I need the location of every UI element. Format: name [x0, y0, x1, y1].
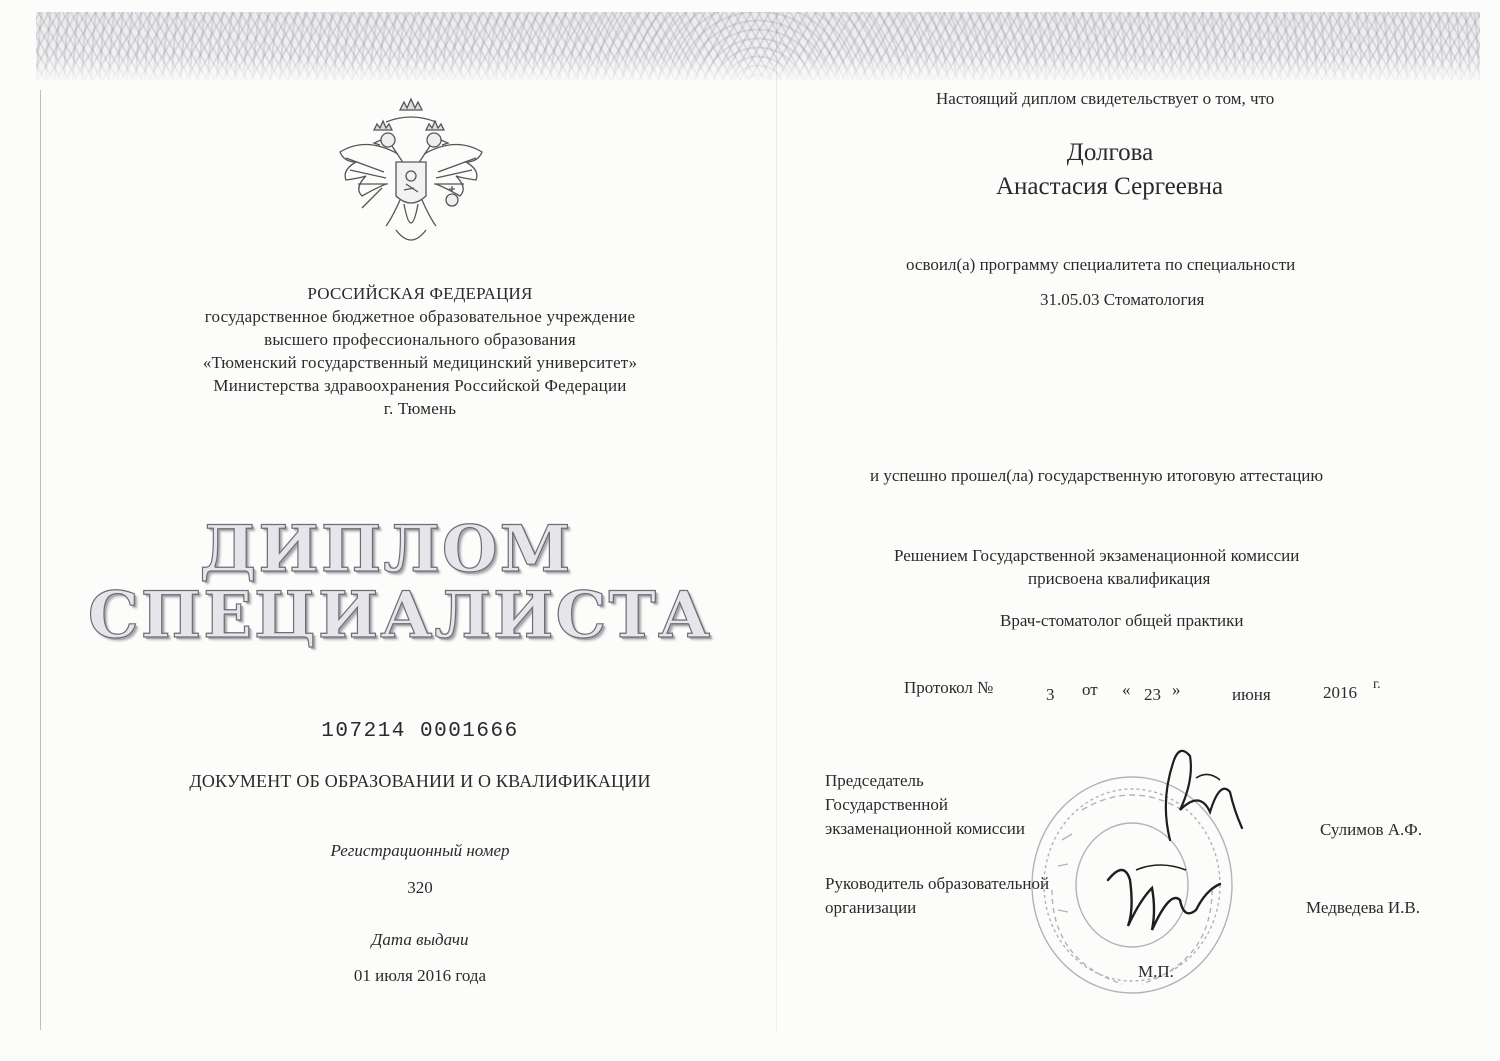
chairman-line-1: Председатель [825, 771, 924, 790]
institution-city: г. Тюмень [383, 399, 457, 418]
signature-chairman [1150, 740, 1250, 850]
issue-date-label: Дата выдачи [371, 930, 469, 949]
document-type: ДОКУМЕНТ ОБ ОБРАЗОВАНИИ И О КВАЛИФИКАЦИИ [189, 771, 651, 791]
guilloche-fade [36, 56, 1480, 86]
chairman-line-2: Государственной [825, 795, 948, 814]
protocol-month: июня [1232, 685, 1271, 704]
stamp-place: М.П. [1138, 962, 1174, 981]
head-line-1: Руководитель образовательной [825, 874, 1050, 893]
registration-number: 320 [407, 878, 433, 897]
chairman-name: Сулимов А.Ф. [1320, 820, 1422, 839]
specialty: 31.05.03 Стоматология [1040, 290, 1205, 309]
institution-line-4: Министерства здравоохранения Российской Федерации [213, 376, 627, 395]
diploma-title-line1: ДИПЛОМ [199, 512, 573, 587]
protocol-day: 23 [1144, 685, 1161, 704]
surname-text: Долгова [1066, 139, 1154, 166]
program-text: освоил(а) программу специалитета по специальности [906, 255, 1296, 274]
institution-line-1: государственное бюджетное образовательное учреждение [204, 307, 636, 326]
protocol-year: 2016 [1323, 683, 1357, 702]
institution-line-3: «Тюменский государственный медицинский университет» [202, 353, 638, 372]
given-names: Анастасия Сергеевна [996, 173, 1224, 200]
head-line-2: организации [825, 898, 917, 917]
signature-head [1100, 840, 1230, 940]
protocol-number: 3 [1046, 685, 1055, 704]
decision-line-2: присвоена квалификация [1028, 569, 1211, 588]
head-name: Медведева И.В. [1306, 898, 1421, 917]
protocol-year-suffix: г. [1373, 677, 1381, 692]
issue-date: 01 июля 2016 года [353, 966, 487, 985]
protocol-label: Протокол № [904, 678, 994, 697]
protocol-open-quote: « [1122, 680, 1131, 699]
attestation-text: и успешно прошел(ла) государственную итоговую аттестацию [870, 466, 1324, 485]
protocol-close-quote: » [1172, 680, 1181, 699]
qualification: Врач-стоматолог общей практики [1000, 611, 1244, 630]
diploma-title-line2: СПЕЦИАЛИСТА [87, 578, 713, 653]
protocol-from: от [1082, 680, 1098, 699]
federation-title: РОССИЙСКАЯ ФЕДЕРАЦИЯ [307, 284, 533, 303]
chairman-line-3: экзаменационной комиссии [825, 819, 1025, 838]
surname [790, 136, 1490, 169]
serial-number: 107214 0001666 [321, 720, 519, 743]
registration-label: Регистрационный номер [330, 841, 510, 860]
decision-line-1: Решением Государственной экзаменационной комиссии [894, 546, 1300, 565]
coat-of-arms-icon [326, 92, 496, 262]
institution-line-2: высшего профессионального образования [264, 330, 576, 349]
intro-text: Настоящий диплом свидетельствует о том, что [936, 89, 1275, 108]
